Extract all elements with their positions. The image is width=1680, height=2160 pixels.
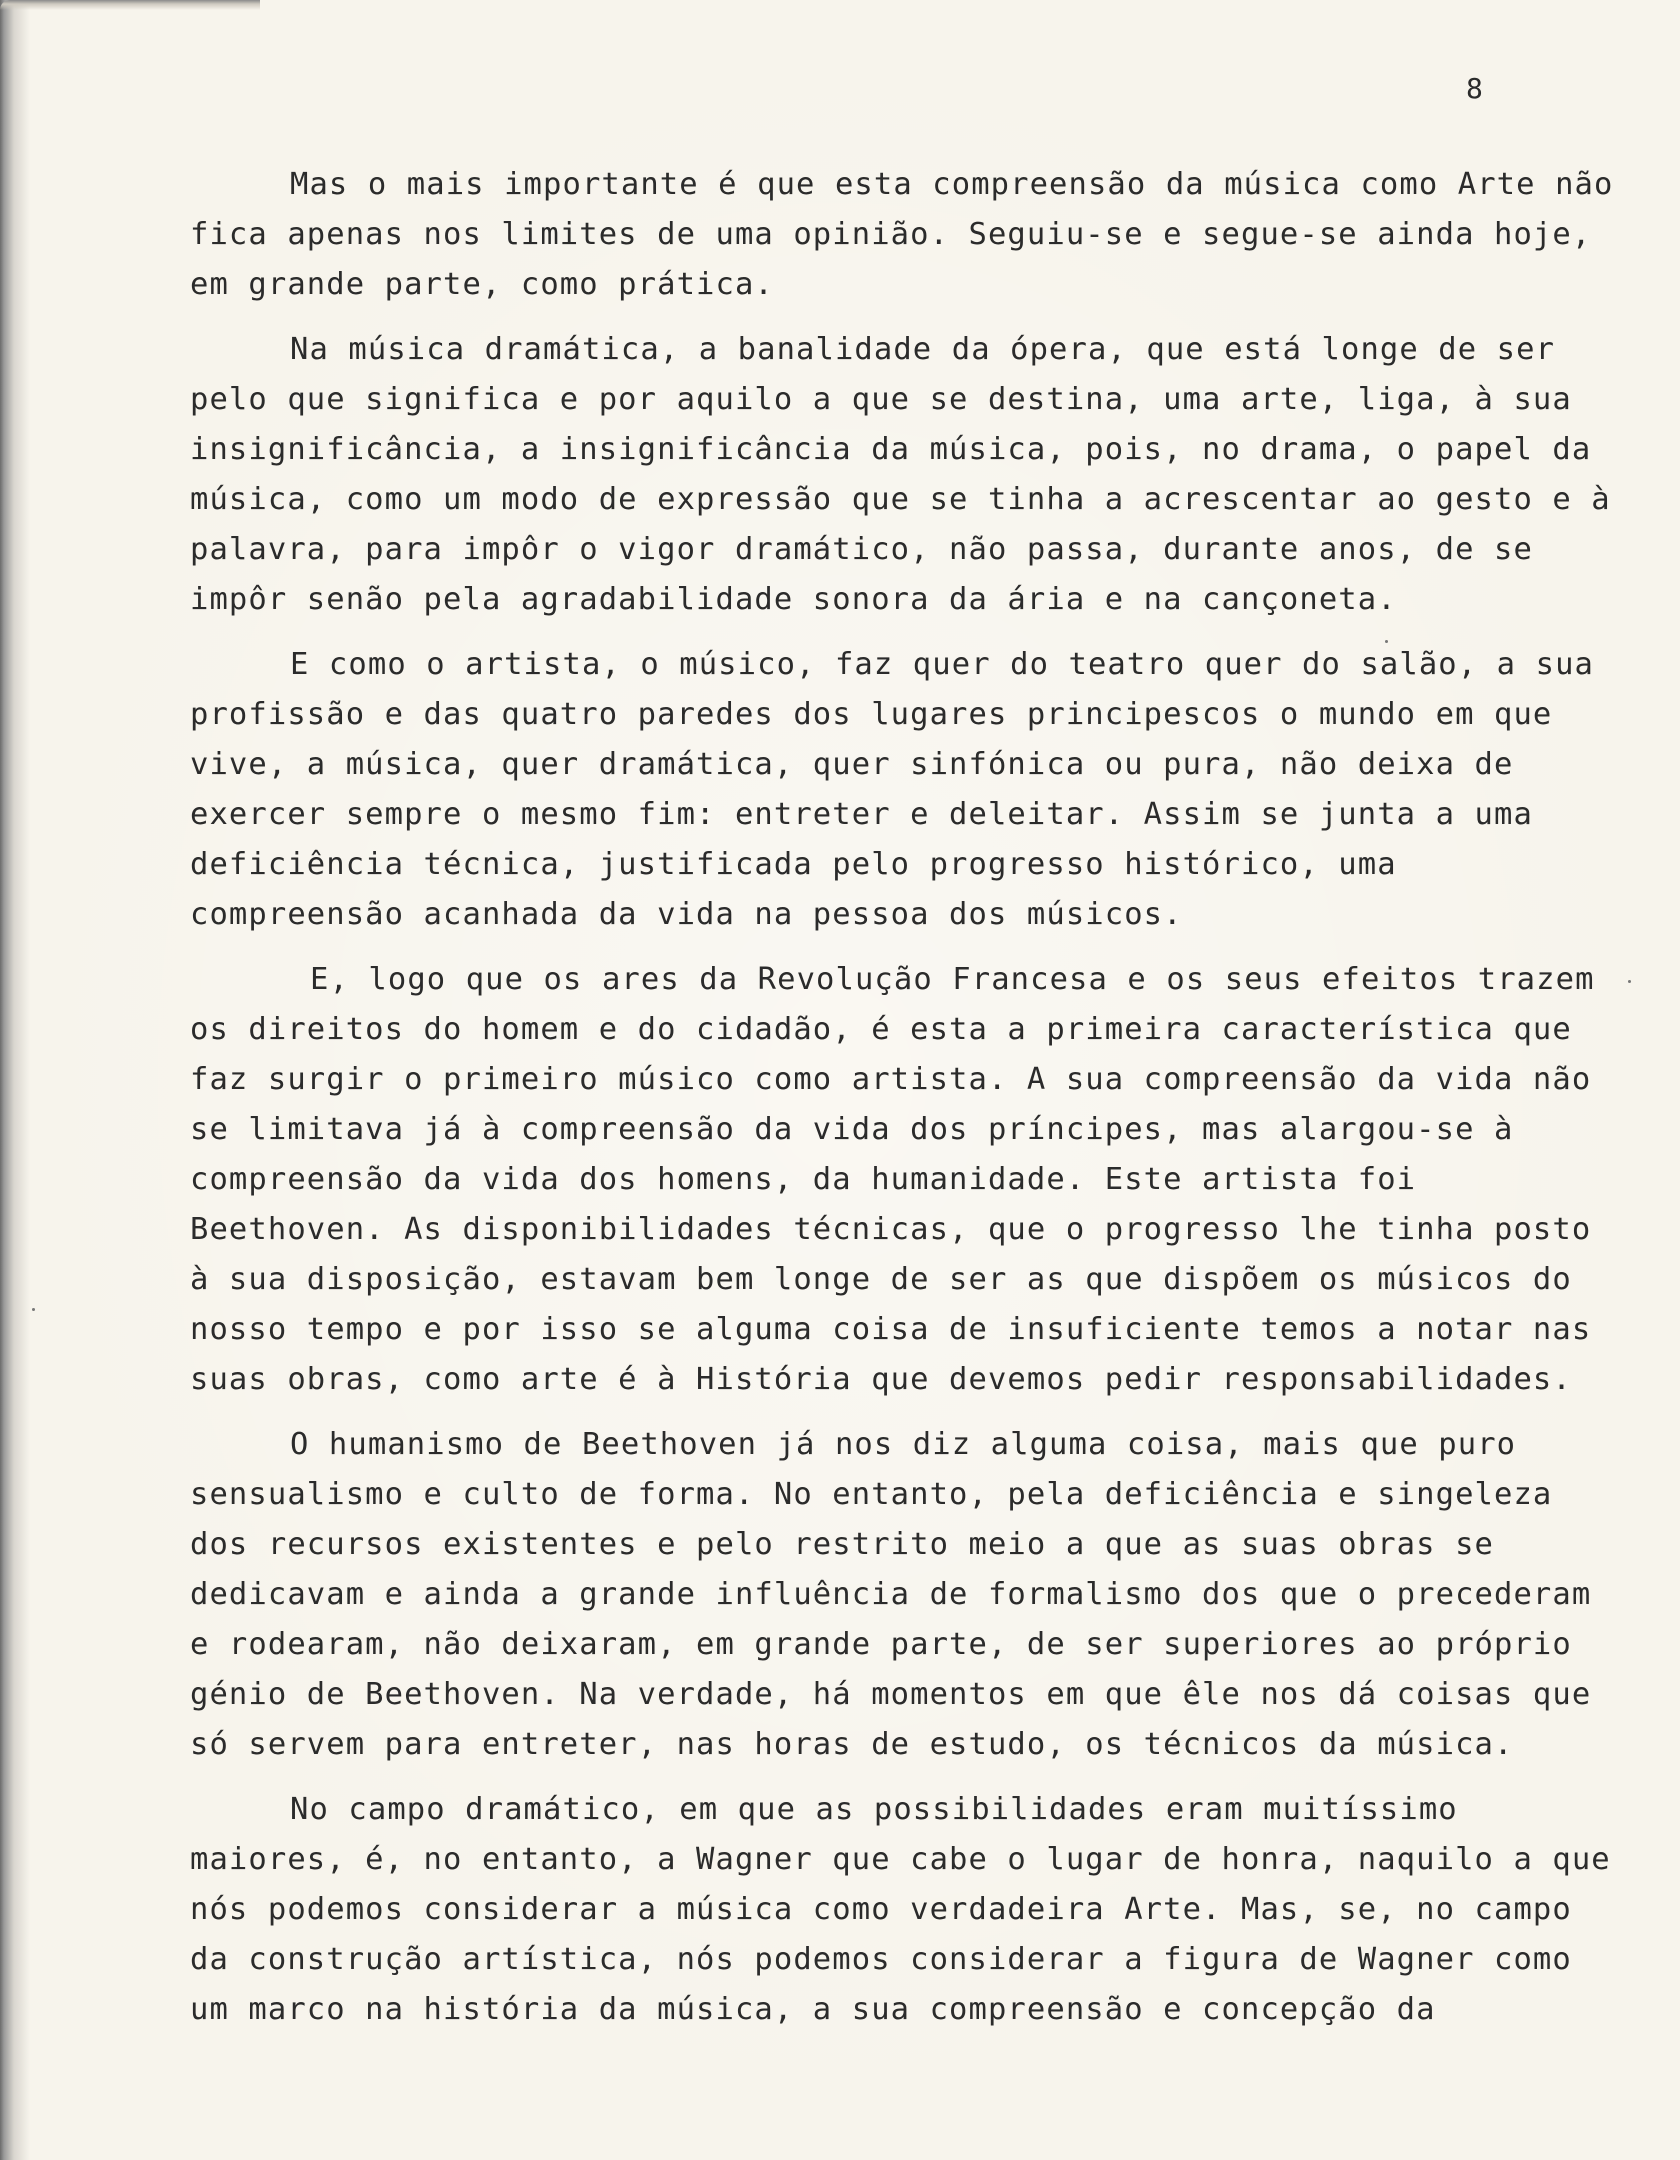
paragraph-6: No campo dramático, em que as possibilidades eram muitíssimo maiores, é, no entanto, a Wagner que cabe o lugar de honra, naquilo a que nós podemos considerar a música como verdadeira Arte. Mas, se, no campo da construção artística, nós podemos considerar a figura de Wagner como um marco na história da música, a sua compreensão e concepção da (190, 1792, 1631, 2027)
paragraph-5: O humanismo de Beethoven já nos diz alguma coisa, mais que puro sensualismo e culto de forma. No entanto, pela deficiência e singeleza dos recursos existentes e pelo restrito meio a que as suas obras se dedicavam e ainda a grande influência de formalismo dos que o precederam e rodearam, não deixaram, em grande parte, de ser superiores ao próprio génio de Beethoven. Na verdade, há momentos em que êle nos dá coisas que só servem para entreter, nas horas de estudo, os técnicos da música. (190, 1427, 1611, 1762)
page-top-edge (0, 0, 260, 10)
paper-speck (32, 1308, 35, 1311)
page-left-edge (0, 0, 30, 2160)
paragraph-4: E, logo que os ares da Revolução Francesa e os seus efeitos trazem os direitos do homem e do cidadão, é esta a primeira característica que faz surgir o primeiro músico como artista. A sua compreensão da vida não se limitava já à compreensão da vida dos príncipes, mas alargou-se à compreensão da vida dos homens, da humanidade. Este artista foi Beethoven. As disponibilidades técnicas, que o progresso lhe tinha posto à sua disposição, estavam bem longe de ser as que dispõem os músicos do nosso tempo e por isso se alguma coisa de insuficiente temos a notar nas suas obras, como arte é à História que devemos pedir responsabilidades. (190, 962, 1614, 1397)
paragraph-3: E como o artista, o músico, faz quer do teatro quer do salão, a sua profissão e das quatro paredes dos lugares principescos o mundo em que vive, a música, quer dramática, quer sinfónica ou pura, não deixa de exercer sempre o mesmo fim: entreter e deleitar. Assim se junta a uma deficiência técnica, justificada pelo progresso histórico, uma compreensão acanhada da vida na pessoa dos músicos. (190, 647, 1614, 932)
paragraph-2: Na música dramática, a banalidade da ópera, que está longe de ser pelo que significa e por aquilo a que se destina, uma arte, liga, à sua insignificância, a insignificância da música, pois, no drama, o papel da música, como um modo de expressão que se tinha a acrescentar ao gesto e à palavra, para impôr o vigor dramático, não passa, durante anos, de se impôr senão pela agradabilidade sonora da ária e na cançoneta. (190, 332, 1631, 617)
page-number: 8 (1466, 72, 1485, 105)
paper-speck (1628, 980, 1631, 983)
body-text (190, 160, 1633, 2035)
paragraph-1: Mas o mais importante é que esta compreensão da música como Arte não fica apenas nos limites de uma opinião. Seguiu-se e segue-se ainda hoje, em grande parte, como prática. (190, 167, 1633, 302)
paper-speck (1385, 640, 1388, 643)
